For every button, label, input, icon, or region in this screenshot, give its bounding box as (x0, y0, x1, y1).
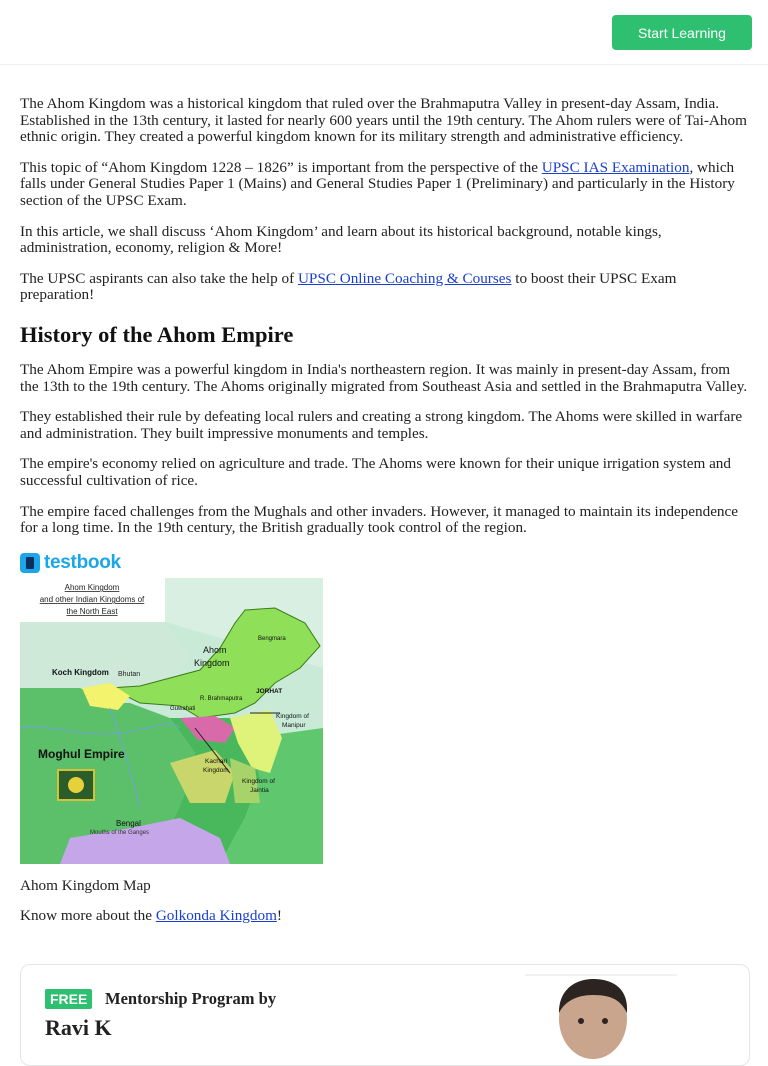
intro-paragraph-4 (20, 271, 750, 304)
intro-paragraph-1: The Ahom Kingdom was a historical kingdom that ruled over the Brahmaputra Valley in present-day Assam, India. Established in the 13th century, it lasted for nearly 600 years until the 19th century. The Ahom rulers were of Tai-Ahom ethnic origin. They created a powerful kingdom known for its military strength and administrative efficiency. (20, 95, 747, 146)
mentorship-card[interactable] (20, 964, 750, 1066)
label-jorhat: JORHAT (256, 687, 283, 695)
section-heading: History of the Ahom Empire (20, 321, 294, 347)
label-moghul: Moghul Empire (38, 746, 125, 761)
ahom-kingdom-map (20, 578, 323, 864)
mentorship-title: Mentorship Program by (105, 989, 277, 1008)
start-learning-button[interactable]: Start Learning (612, 15, 752, 50)
free-badge: FREE (45, 989, 92, 1009)
map-title-line3: the North East (66, 606, 118, 616)
label-koch: Koch Kingdom (52, 667, 109, 677)
more-about-paragraph (20, 908, 750, 925)
upsc-coaching-link[interactable]: UPSC Online Coaching & Courses (297, 269, 512, 287)
text: , which falls under General Studies Paper 1 (Mains) and General Studies Paper 1 (Preliminary) and particularly in the History section of the UPSC Exam. (20, 158, 735, 209)
history-paragraph-3: The empire's economy relied on agriculture and trade. The Ahoms were known for their unique irrigation system and successful cultivation of rice. (20, 455, 731, 489)
label-ganges: Mouths of the Ganges (90, 829, 150, 836)
article-body (20, 96, 750, 939)
history-paragraph-1: The Ahom Empire was a powerful kingdom in India's northeastern region. It was mainly in present-day Assam, from the 13th to the 19th century. The Ahoms originally migrated from Southeast Asia and settled in the Brahmaputra Valley. (20, 360, 748, 395)
label-manipur-1: Kingdom of (276, 712, 309, 720)
text: to boost their UPSC Exam preparation! (20, 269, 677, 304)
label-kachari-1: Kachari (205, 757, 228, 765)
history-paragraph-4: The empire faced challenges from the Mughals and other invaders. However, it managed to maintain its independence for a long time. In the 19th century, the British gradually took control of the region. (20, 502, 739, 537)
mentor-name: Ravi K (45, 1015, 112, 1040)
label-ahom-kingdom: Kingdom (194, 657, 230, 668)
testbook-logo-icon (20, 553, 40, 573)
intro-paragraph-3: In this article, we shall discuss ‘Ahom Kingdom’ and learn about its historical background, notable kings, administration, economy, religion & More! (20, 222, 662, 257)
mentor-photo (521, 973, 681, 1065)
label-ahom: Ahom (203, 644, 227, 655)
map-title-line1: Ahom Kingdom (64, 582, 120, 592)
map-caption: Ahom Kingdom Map (20, 876, 151, 894)
label-jaintia-2: Jaintia (250, 786, 269, 794)
label-bhutan: Bhutan (118, 670, 141, 678)
testbook-logo (20, 551, 324, 575)
label-guwahati: Guwahati (170, 705, 196, 712)
text: ! (276, 907, 282, 925)
intro-paragraph-2 (20, 160, 750, 210)
map-title-line2: and other Indian Kingdoms of (39, 594, 145, 604)
label-bengmara: Bengmara (258, 635, 286, 642)
history-paragraph-2: They established their rule by defeating local rulers and creating a strong kingdom. The Ahoms were skilled in warfare and administration. They built impressive monuments and temples. (20, 408, 743, 442)
text: Know more about the (20, 907, 156, 925)
label-bengal: Bengal (116, 818, 141, 828)
top-bar (0, 0, 768, 65)
text: The UPSC aspirants can also take the help of (20, 269, 298, 287)
label-manipur-2: Manipur (282, 721, 306, 729)
map-figure (20, 551, 324, 864)
label-kachari-2: Kingdom (203, 766, 229, 774)
label-jaintia-1: Kingdom of (242, 777, 275, 785)
brand-name: testbook (44, 551, 121, 573)
golkonda-kingdom-link[interactable]: Golkonda Kingdom (155, 907, 277, 925)
upsc-ias-exam-link[interactable]: UPSC IAS Examination (541, 158, 690, 176)
label-brahmaputra: R. Brahmaputra (200, 695, 243, 702)
text: This topic of “Ahom Kingdom 1228 – 1826” is important from the perspective of the (20, 158, 542, 176)
